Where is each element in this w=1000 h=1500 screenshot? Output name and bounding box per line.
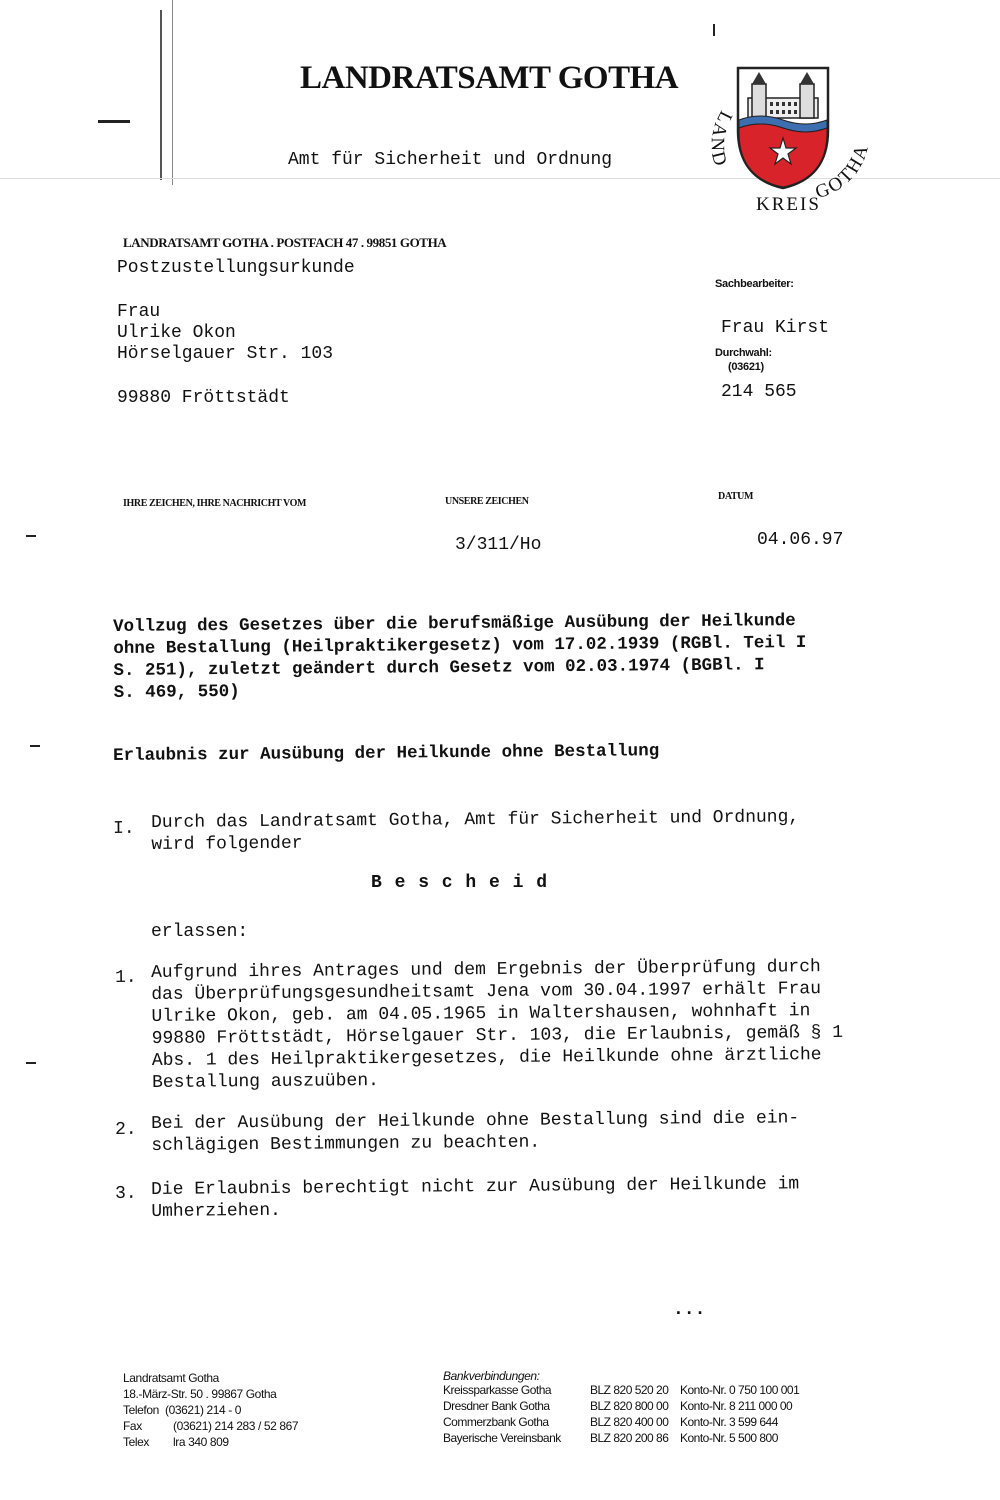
scan-mark (713, 24, 715, 36)
scan-mark (172, 0, 173, 185)
item-number: 2. (115, 1119, 137, 1140)
phone-label: Telefon (123, 1403, 159, 1417)
recipient-street: Hörselgauer Str. 103 (117, 344, 334, 364)
phone-number: (03621) 214 - 0 (165, 1403, 242, 1417)
bank-blz: BLZ 820 400 00 (590, 1415, 669, 1429)
item-number: 1. (115, 967, 137, 988)
scan-mark (160, 10, 162, 180)
fax-number: (03621) 214 283 / 52 867 (173, 1419, 299, 1433)
footer-fax (123, 1418, 298, 1434)
crest-text-left: LAND (706, 107, 737, 170)
bank-name: Bayerische Vereinsbank (443, 1431, 561, 1445)
return-address: LANDRATSAMT GOTHA . POSTFACH 47 . 99851 GOTHA (123, 235, 447, 250)
coat-of-arms (700, 60, 870, 220)
telex-label: Telex (123, 1435, 150, 1449)
bank-name: Dresdner Bank Gotha (443, 1399, 550, 1413)
recipient-city: 99880 Fröttstädt (117, 388, 290, 408)
fax-label: Fax (123, 1419, 142, 1433)
bank-konto: Konto-Nr. 3 599 644 (680, 1415, 778, 1429)
delivery-note: Postzustellungsurkunde (117, 258, 355, 278)
bescheid-heading: B e s c h e i d (371, 873, 549, 893)
clerk-name: Frau Kirst (721, 318, 830, 338)
bank-row (443, 1430, 799, 1446)
heading: Erlaubnis zur Ausübung der Heilkunde ohne Bestallung (113, 741, 660, 766)
bank-row (443, 1382, 799, 1398)
section-number: I. (113, 818, 135, 839)
crest-text-bottom: KREIS (756, 194, 821, 215)
our-ref: 3/311/Ho (455, 535, 542, 555)
recipient-salutation: Frau (117, 302, 161, 322)
date-label: DATUM (718, 491, 754, 502)
clerk-label: Sachbearbeiter: (715, 278, 794, 290)
scan-mark (26, 1062, 36, 1064)
subject: Vollzug des Gesetzes über die berufsmäßige Ausübung der Heilkunde ohne Bestallung (Heilpraktikergesetz) vom 17.02.1939 (RGBl. Teil I S. 251), zuletzt geändert durch Gesetz vom 02.03.1974 (BGBl. I S. 469, 550) (113, 611, 807, 703)
erlassen: erlassen: (151, 922, 249, 942)
item-text: Bei der Ausübung der Heilkunde ohne Bestallung sind die ein- schlägigen Bestimmungen zu beachten. (151, 1108, 800, 1156)
bank-konto: Konto-Nr. 0 750 100 001 (680, 1383, 800, 1397)
bank-konto: Konto-Nr. 5 500 800 (680, 1431, 778, 1445)
your-ref-label: IHRE ZEICHEN, IHRE NACHRICHT VOM (123, 498, 307, 509)
clerk-extension: 214 565 (721, 382, 797, 402)
item-text: Aufgrund ihres Antrages und dem Ergebnis der Überprüfung durch das Überprüfungsgesundheitsamt Jena vom 30.04.1997 erhält Frau Ulrike Okon, geb. am 04.05.1965 in Waltershausen, wohnhaft in 99880 Fröttstädt, Hörselgauer Str. 103, die Erlaubnis, gemäß § 1 Abs. 1 des Heilpraktikergesetzes, die Heilkunde ohne ärztliche Bestallung auszuüben. (151, 957, 844, 1093)
continuation-mark: ... (673, 1300, 706, 1320)
dial-label: Durchwahl: (715, 347, 772, 359)
bank-name: Commerzbank Gotha (443, 1415, 549, 1429)
office-name: Amt für Sicherheit und Ordnung (288, 150, 613, 170)
item-text: Die Erlaubnis berechtigt nicht zur Ausübung der Heilkunde im Umherziehen. (151, 1174, 800, 1222)
bank-blz: BLZ 820 200 86 (590, 1431, 669, 1445)
item-number: 3. (115, 1183, 137, 1204)
footer-phone (123, 1402, 298, 1418)
bank-row (443, 1414, 799, 1430)
scan-mark (98, 120, 130, 123)
bank-blz: BLZ 820 800 00 (590, 1399, 669, 1413)
footer-office: Landratsamt Gotha (123, 1371, 219, 1385)
crest-icon (700, 60, 870, 220)
footer-street: 18.-März-Str. 50 . 99867 Gotha (123, 1387, 277, 1401)
bank-row (443, 1398, 799, 1414)
bank-table (443, 1382, 799, 1446)
scan-mark (30, 745, 40, 747)
bank-name: Kreissparkasse Gotha (443, 1383, 552, 1397)
svg-text:LAND (707, 108, 736, 170)
bank-blz: BLZ 820 520 20 (590, 1383, 669, 1397)
footer-address (123, 1370, 298, 1450)
scan-mark (26, 535, 36, 537)
recipient-name: Ulrike Okon (117, 323, 236, 343)
footer-telex (123, 1434, 298, 1450)
letter-date: 04.06.97 (757, 530, 844, 550)
bank-konto: Konto-Nr. 8 211 000 00 (680, 1399, 793, 1413)
telex-number: lra 340 809 (173, 1435, 229, 1449)
letterhead-title: LANDRATSAMT GOTHA (300, 60, 679, 96)
bank-label: Bankverbindungen: (443, 1369, 540, 1383)
area-code: (03621) (728, 361, 764, 373)
section-text: Durch das Landratsamt Gotha, Amt für Sicherheit und Ordnung, wird folgender (151, 807, 800, 855)
our-ref-label: UNSERE ZEICHEN (445, 496, 529, 507)
crest-text-right: GOTH (812, 152, 869, 204)
